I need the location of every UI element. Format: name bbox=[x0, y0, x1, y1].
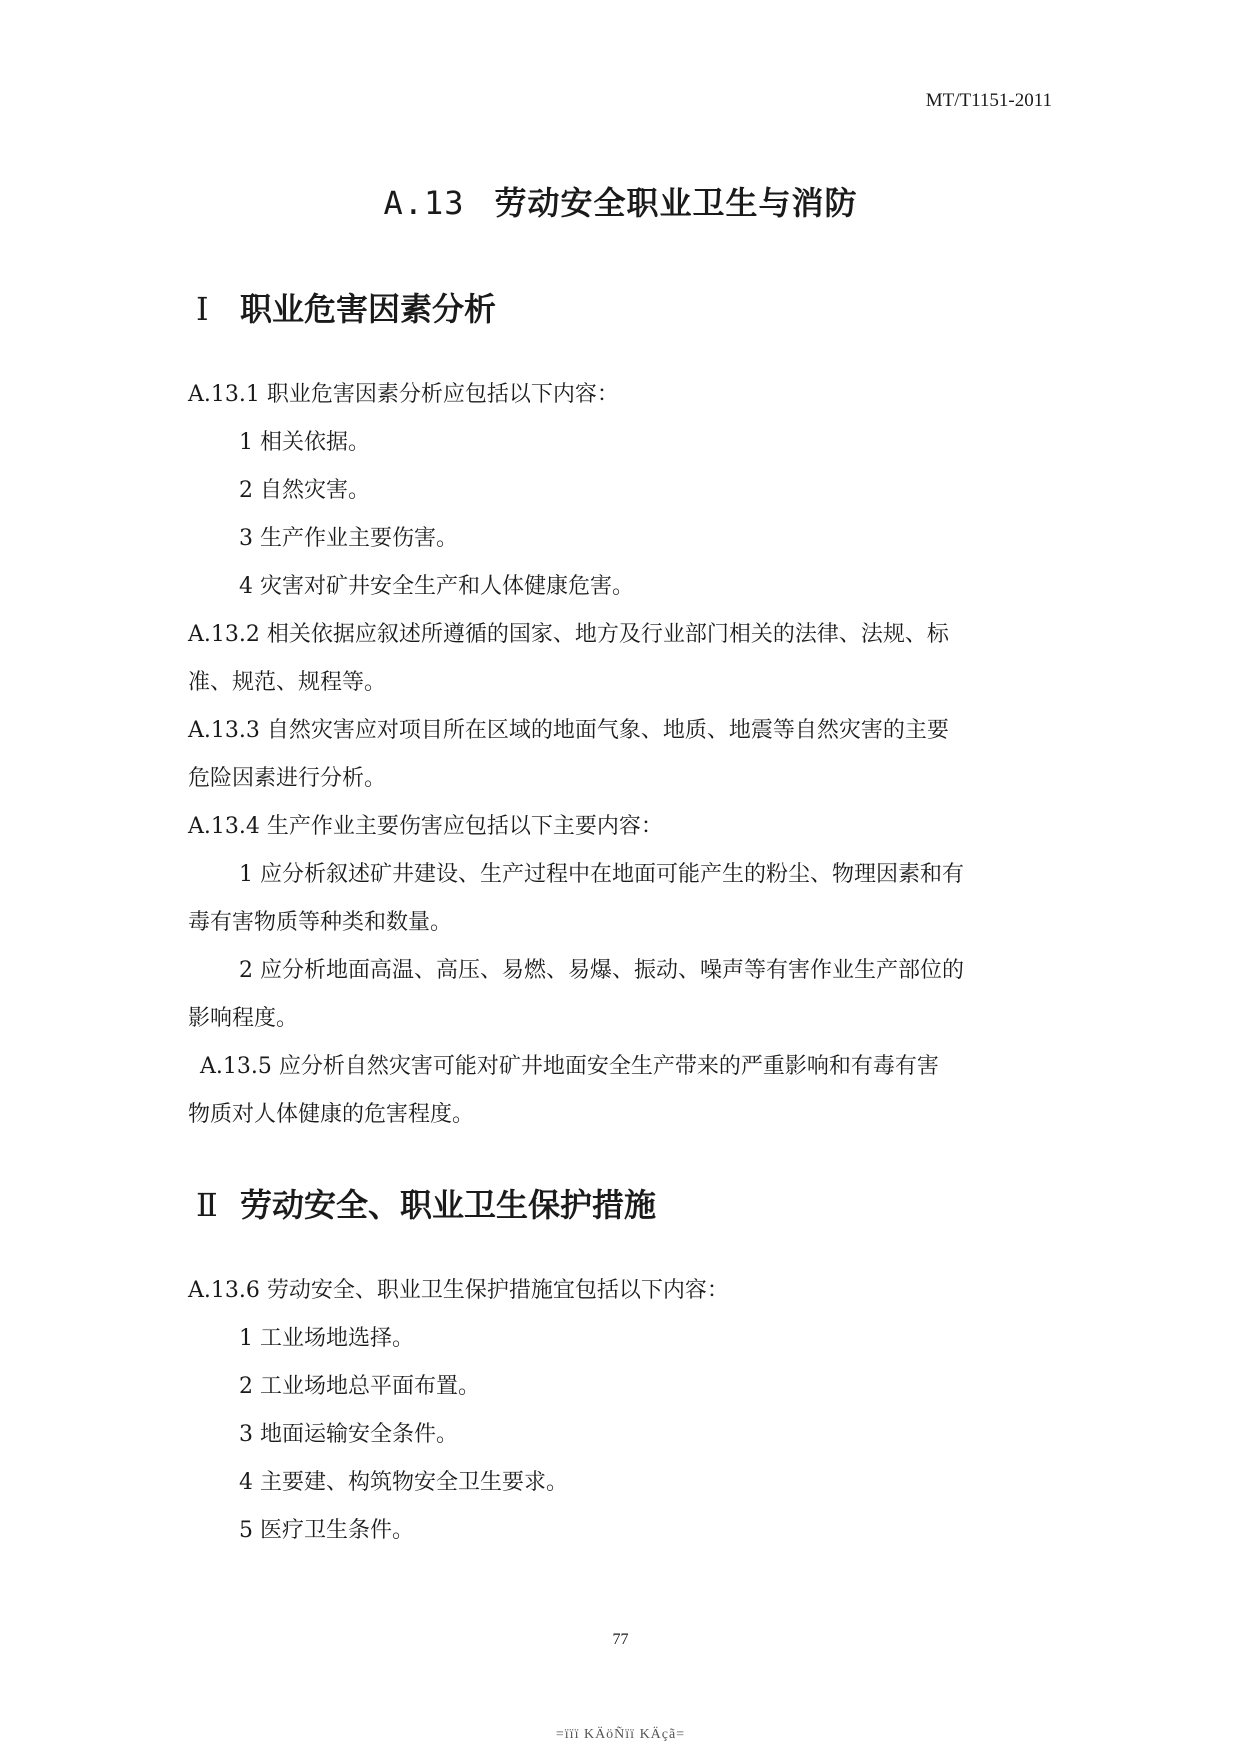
list-item: 4 灾害对矿井安全生产和人体健康危害。 bbox=[239, 574, 634, 599]
roman-numeral-1: Ⅰ bbox=[196, 291, 209, 327]
clause-continuation: 物质对人体健康的危害程度。 bbox=[188, 1102, 475, 1127]
part-heading-1 bbox=[196, 284, 496, 330]
list-item: 2 应分析地面高温、高压、易燃、易爆、振动、噪声等有害作业生产部位的 bbox=[239, 958, 964, 983]
standard-code: MT/T1151-2011 bbox=[925, 90, 1052, 111]
clause-a13-4: A.13.4 生产作业主要伤害应包括以下主要内容： bbox=[188, 814, 663, 839]
list-item: 2 自然灾害。 bbox=[239, 478, 370, 503]
section-title bbox=[0, 178, 1241, 224]
footer-mark: =ïïï KÄöÑïï KÄçã= bbox=[555, 1727, 686, 1742]
list-item: 5 医疗卫生条件。 bbox=[239, 1518, 414, 1543]
list-item: 1 相关依据。 bbox=[239, 430, 370, 455]
list-item: 2 工业场地总平面布置。 bbox=[239, 1374, 480, 1399]
list-item: 3 地面运输安全条件。 bbox=[239, 1422, 458, 1447]
roman-numeral-2: Ⅱ bbox=[196, 1187, 218, 1223]
clause-continuation: 影响程度。 bbox=[188, 1006, 299, 1031]
clause-a13-5: A.13.5 应分析自然灾害可能对矿井地面安全生产带来的严重影响和有毒有害 bbox=[200, 1054, 939, 1079]
clause-a13-3: A.13.3 自然灾害应对项目所在区域的地面气象、地质、地震等自然灾害的主要 bbox=[188, 718, 949, 743]
clause-a13-6: A.13.6 劳动安全、职业卫生保护措施宜包括以下内容： bbox=[188, 1278, 729, 1303]
clause-continuation: 危险因素进行分析。 bbox=[188, 766, 387, 791]
section-number: A.13 bbox=[383, 184, 465, 222]
part-heading-2 bbox=[196, 1180, 656, 1226]
part-heading-text-1: 职业危害因素分析 bbox=[240, 290, 497, 328]
list-item: 4 主要建、构筑物安全卫生要求。 bbox=[239, 1470, 568, 1495]
clause-continuation: 准、规范、规程等。 bbox=[188, 670, 387, 695]
clause-continuation: 毒有害物质等种类和数量。 bbox=[188, 910, 453, 935]
part-heading-text-2: 劳动安全、职业卫生保护措施 bbox=[240, 1186, 657, 1224]
page-number: 77 bbox=[612, 1631, 629, 1648]
list-item: 1 工业场地选择。 bbox=[239, 1326, 414, 1351]
clause-a13-2: A.13.2 相关依据应叙述所遵循的国家、地方及行业部门相关的法律、法规、标 bbox=[188, 622, 949, 647]
list-item: 3 生产作业主要伤害。 bbox=[239, 526, 458, 551]
section-title-text: 劳动安全职业卫生与消防 bbox=[494, 184, 858, 222]
clause-a13-1: A.13.1 职业危害因素分析应包括以下内容： bbox=[188, 382, 619, 407]
list-item: 1 应分析叙述矿井建设、生产过程中在地面可能产生的粉尘、物理因素和有 bbox=[239, 862, 964, 887]
